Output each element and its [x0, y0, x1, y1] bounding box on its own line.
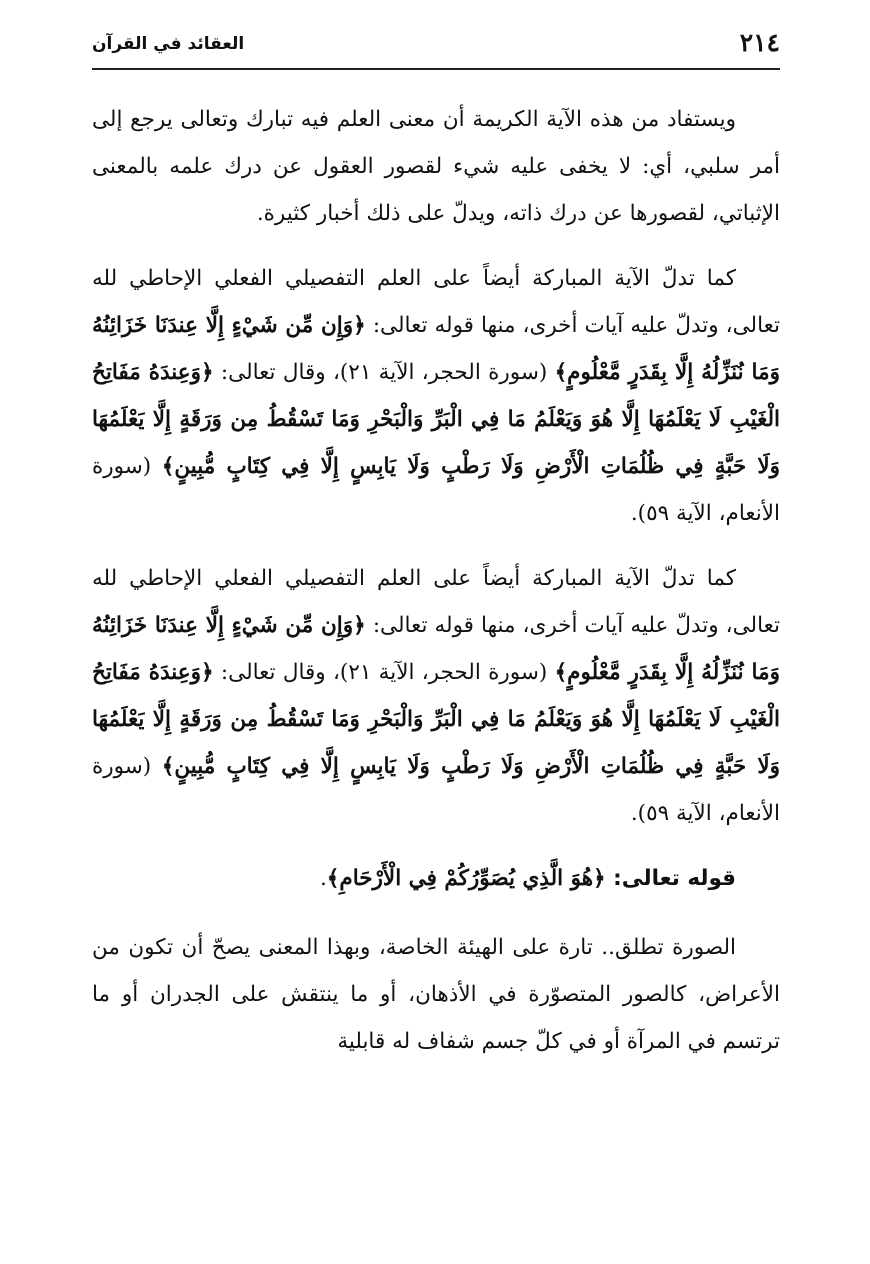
quran-verse-al-imran-6: ﴿هُوَ الَّذِي يُصَوِّرُكُمْ فِي الْأَرْحَامِ﴾ — [326, 866, 606, 891]
quran-verse-hijr-21: ﴿وَإِن مِّن شَيْءٍ إِلَّا عِندَنَا خَزَائِنُهُ وَمَا نُنَزِّلُهُ إِلَّا بِقَدَرٍ مَّعْلُومٍ﴾ — [92, 613, 780, 685]
paragraph-3 — [92, 555, 780, 837]
paragraph-2 — [92, 255, 780, 537]
quran-verse-anam-59: ﴿وَعِندَهُ مَفَاتِحُ الْغَيْبِ لَا يَعْلَمُهَا إِلَّا هُوَ وَيَعْلَمُ مَا فِي الْبَرِّ وَالْبَحْرِ وَمَا تَسْقُطُ مِن وَرَقَةٍ إِلَّا يَعْلَمُهَا وَلَا حَبَّةٍ فِي ظُلُمَاتِ الْأَرْضِ وَلَا رَطْبٍ وَلَا يَابِسٍ إِلَّا فِي كِتَابٍ مُّبِينٍ﴾ — [92, 360, 780, 479]
page-number: ٢١٤ — [739, 28, 780, 57]
quran-verse-anam-59: ﴿وَعِندَهُ مَفَاتِحُ الْغَيْبِ لَا يَعْلَمُهَا إِلَّا هُوَ وَيَعْلَمُ مَا فِي الْبَرِّ وَالْبَحْرِ وَمَا تَسْقُطُ مِن وَرَقَةٍ إِلَّا يَعْلَمُهَا وَلَا حَبَّةٍ فِي ظُلُمَاتِ الْأَرْضِ وَلَا رَطْبٍ وَلَا يَابِسٍ إِلَّا فِي كِتَابٍ مُّبِينٍ﴾ — [92, 660, 780, 779]
verse-heading-tail: . — [319, 866, 327, 891]
paragraph-2-text-a: كما تدلّ الآية المباركة أيضاً على العلم التفصيلي الفعلي الإحاطي لله تعالى، وتدلّ عليه آيات أخرى، منها قوله تعالى: — [92, 266, 781, 338]
quran-verse-hijr-21: ﴿وَإِن مِّن شَيْءٍ إِلَّا عِندَنَا خَزَائِنُهُ وَمَا نُنَزِّلُهُ إِلَّا بِقَدَرٍ مَّعْلُومٍ﴾ — [92, 313, 780, 385]
paragraph-3-text-a: كما تدلّ الآية المباركة أيضاً على العلم التفصيلي الفعلي الإحاطي لله تعالى، وتدلّ عليه آيات أخرى، منها قوله تعالى: — [92, 566, 781, 638]
verse-heading — [92, 855, 780, 902]
paragraph-2-text-b: (سورة الحجر، الآية ٢١)، وقال تعالى: — [213, 360, 555, 385]
running-title: العقائد في القرآن — [92, 34, 245, 54]
page-header — [92, 22, 780, 70]
paragraph-5: الصورة تطلق.. تارة على الهيئة الخاصة، وبهذا المعنى يصحّ أن تكون من الأعراض، كالصور المتصوّرة في الأذهان، أو ما ينتقش على الجدران أو ما ترتسم في المرآة أو في كلّ جسم شفاف له قابلية — [92, 935, 780, 1054]
paragraph-2-text-c: (سورة الأنعام، الآية ٥٩). — [92, 454, 780, 526]
paragraph-3-text-b: (سورة الحجر، الآية ٢١)، وقال تعالى: — [213, 660, 555, 685]
verse-heading-lead: قوله تعالى: — [605, 866, 736, 891]
paragraph-3-text-c: (سورة الأنعام، الآية ٥٩). — [92, 754, 780, 826]
paragraph-1: ويستفاد من هذه الآية الكريمة أن معنى العلم فيه تبارك وتعالى يرجع إلى أمر سلبي، أي: لا يخفى عليه شيء لقصور العقول عن درك علمه بالمعنى الإثباتي، لقصورها عن درك ذاته، ويدلّ على ذلك أخبار كثيرة. — [92, 107, 780, 226]
page-body — [92, 96, 780, 1083]
